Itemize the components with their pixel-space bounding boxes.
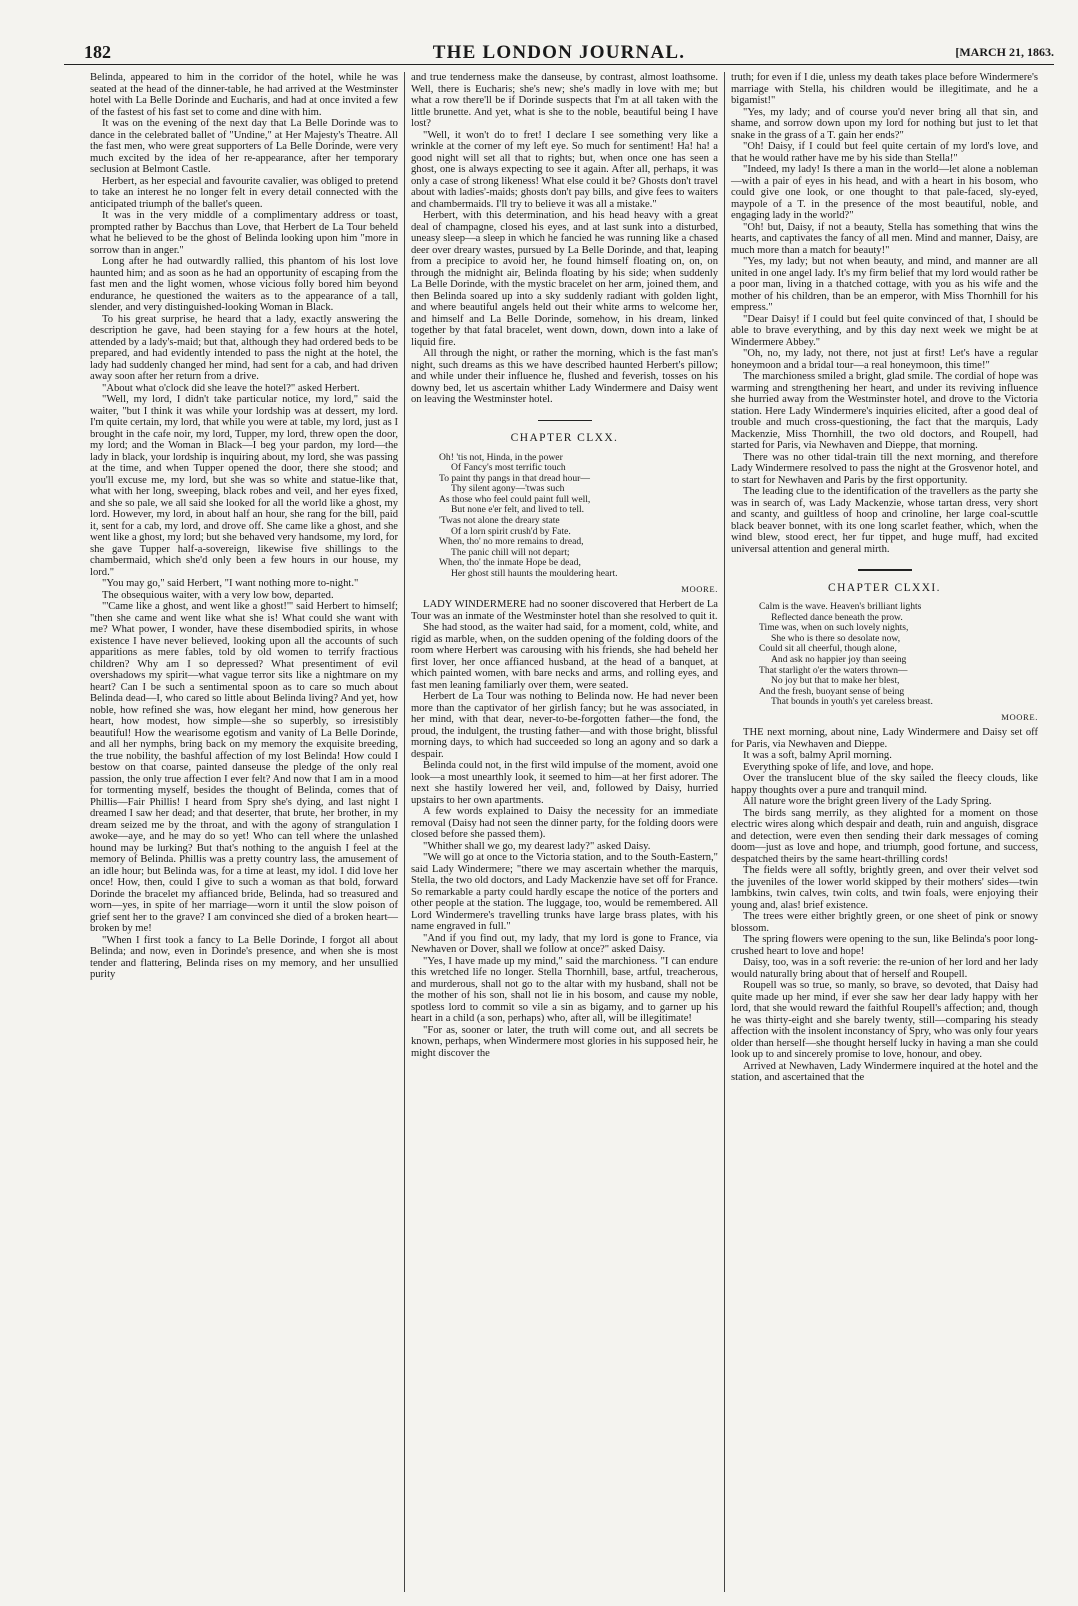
chapter-heading: CHAPTER CLXXI. — [828, 581, 941, 594]
column-right — [724, 72, 1044, 1592]
poem-credit: MOORE. — [1001, 711, 1038, 722]
paragraph: The trees were either brightly green, or one sheet of pink or snowy blossom. — [731, 911, 1038, 934]
paragraph: "Dear Daisy! if I could but feel quite convinced of that, I should be able to brave everything, and by this day next week we might be at Windermere Abbey." — [731, 313, 1038, 348]
paragraph: There was no other tidal-train till the next morning, and therefore Lady Windermere resolved to pass the night at the Grosvenor hotel, and to start for Newhaven and Paris by the first opportunity. — [731, 451, 1038, 486]
paragraph: and true tenderness make the danseuse, by contrast, almost loathsome. Well, there is Eucharis; she's new; she's madly in love with me; but what a row there'll be if Dorinde suspects that I'm at all taken with the little brunette. And yet, what is she to the noble, beautiful being I have lost? — [411, 72, 718, 129]
masthead — [64, 36, 1054, 65]
paragraph: "And if you find out, my lady, that my lord is gone to France, via Newhaven or Dover, shall we follow at once?" asked Daisy. — [411, 932, 718, 956]
poem-line: As those who feel could paint full well, — [439, 493, 591, 505]
poem-line: Of Fancy's most terrific touch — [451, 462, 566, 474]
paragraph: THE next morning, about nine, Lady Windermere and Daisy set off for Paris, via Newhaven and Dieppe. — [731, 727, 1038, 750]
paragraph: "About what o'clock did she leave the hotel?" asked Herbert. — [102, 382, 360, 394]
poem-line: Calm is the wave. Heaven's brilliant lights — [759, 601, 922, 612]
paragraph: "Oh! but, Daisy, if not a beauty, Stella has something that wins the hearts, and captivates the fancy of all men. Mind and manner, Daisy, are much more than a match for beauty!" — [731, 221, 1038, 256]
paragraph: It was in the very middle of a complimentary address or toast, prompted rather by Bacchus than Love, that Herbert de La Tour beheld what he believed to be the ghost of Belinda looking upon him "more in sorrow than in anger." — [90, 210, 398, 256]
section-divider — [858, 569, 912, 571]
poem-credit: MOORE. — [681, 583, 718, 594]
paragraph: "For as, sooner or later, the truth will come out, and all secrets be known, perhaps, when Windermere most glories in his supposed heir, he might discover the — [411, 1024, 718, 1059]
poem-line: Oh! 'tis not, Hinda, in the power — [439, 451, 563, 463]
poem-line: And ask no happier joy than seeing — [771, 653, 907, 665]
paragraph: The fields were all softly, brightly green, and over their velvet sod the juveniles of the lower world skipped by their mothers' sides—twin lambkins, twin calves, twin colts, and twin foals, were enjoying their young and, alas! brief existence. — [731, 865, 1038, 911]
poem-line: Reflected dance beneath the prow. — [771, 611, 903, 623]
paragraph: The marchioness smiled a bright, glad smile. The cordial of hope was warming and strengthening her heart, and under its reviving influence she hurried away from the Westminster hotel, and drove to the Victoria station. Here Lady Windermere's inquiries elicited, after a good deal of trouble and much cross-questioning, the fact that the marquis, Lady Mackenzie, Miss Thornhill, the two old doctors, and Roupell, had started for Paris, via Newhaven and Dieppe, that morning. — [731, 371, 1038, 451]
poem-line: To paint thy pangs in that dread hour— — [439, 472, 590, 484]
poem-line: Her ghost still haunts the mouldering heart. — [451, 568, 618, 580]
paragraph: truth; for even if I die, unless my death takes place before Windermere's marriage with Stella, his children would be illegitimate, and he a bigamist!" — [731, 72, 1038, 106]
paragraph: Herbert de La Tour was nothing to Belinda now. He had never been more than the captivator of her girlish fancy; but he was associated, in her mind, with that dear, never-to-be-forgotten father—the fond, the proud, the indulgent, the trusting father—and with those bright, blissful morning days, to which had succeeded so long an agony and so dark a despair. — [411, 691, 718, 760]
column-left — [84, 72, 404, 1592]
paragraph: It was on the evening of the next day that La Belle Dorinde was to dance in the celebrated ballet of "Undine," at Her Majesty's Theatre. All the fast men, who were great supporters of La Belle Dorinde, were very much excited by the idea of her re-appearance, after her temporary seclusion at Belmont Castle. — [90, 118, 398, 175]
paragraph: Herbert, with this determination, and his head heavy with a great deal of champagne, closed his eyes, and at last sunk into a disturbed, uneasy sleep—a sleep in which he fancied he was running like a chased deer over dreary wastes, pursued by La Belle Dorinde, and that, leaping from a precipice to avoid her, he found himself floating on, on, on through the midnight air, Belinda floating by his side; when suddenly La Belle Dorinde, with the mystic bracelet on her arm, joined them, and then Belinda soared up into a sky suddenly radiant with golden light, and where beautiful angels held out their white arms to welcome her, and himself and La Belle Dorinde, somehow, in his dream, linked together by that fatal bracelet, went down, down, down into a lake of liquid fire. — [411, 210, 718, 348]
paragraph: Belinda could not, in the first wild impulse of the moment, avoid one look—a most unearthly look, it seemed to him—at her first adorer. The next she hastily lowered her veil, and, followed by Daisy, hurried upstairs to her own apartments. — [411, 760, 718, 806]
poem-line: Could sit all cheerful, though alone, — [759, 643, 897, 655]
paragraph: "Yes, my lady; but not when beauty, and mind, and manner are all united in one angel lady. It's my firm belief that my lord would rather be a poor man, living in a thatched cottage, with you as his wife and the mother of his children, than be an emperor, with Miss Thornhill for his empress." — [731, 256, 1038, 313]
poem-line: When, tho' the inmate Hope be dead, — [439, 557, 581, 569]
paragraph: Arrived at Newhaven, Lady Windermere inquired at the hotel and the station, and ascertained that the — [731, 1060, 1038, 1084]
paragraph: Over the translucent blue of the sky sailed the fleecy clouds, like happy thoughts over a pure and tranquil mind. — [731, 773, 1038, 796]
poem-line: She who is there so desolate now, — [771, 632, 901, 644]
paragraph: "Well, it won't do to fret! I declare I see something very like a wrinkle at the corner of my left eye. So much for sentiment! Ha! ha! a good night will set all that to rights; but, when once one has seen a ghost, one is always expecting to see it again. After all, perhaps, it was only a case of strong likeness! What else could it be? Ghosts don't travel about with ladies'-maids; ghosts don't pay bills, and give fees to waiters and chambermaids. I'll try to believe it was all a mistake." — [411, 129, 718, 210]
journal-title: THE LONDON JOURNAL. — [432, 42, 686, 63]
paragraph: "Oh, no, my lady, not there, not just at first! Let's have a regular honeymoon and a bridal tour—a real honeymoon, this time!" — [731, 348, 1038, 371]
paragraph: "Yes, my lady; and of course you'd never bring all that sin, and shame, and sorrow down upon my lord for nothing but just to let that snake in the grass of a T. gain her ends?" — [731, 106, 1038, 141]
paragraph: The obsequious waiter, with a very low bow, departed. — [102, 589, 334, 601]
paragraph: Herbert, as her especial and favourite cavalier, was obliged to pretend to take an interest he no longer felt in every detail connected with the anticipated triumph of the ballet's queen. — [90, 175, 398, 210]
poem-line: Time was, when on such lovely nights, — [759, 622, 909, 634]
poem-line: And the fresh, buoyant sense of being — [759, 685, 905, 697]
paragraph: Belinda, appeared to him in the corridor of the hotel, while he was seated at the head of the dinner-table, he had arrived at the Westminster hotel with La Belle Dorinde and Eucharis, and had at once invited a few of the fastest of his fast set to come and dine with him. — [90, 72, 398, 118]
paragraph: "Yes, I have made up my mind," said the marchioness. "I can endure this wretched life no longer. Stella Thornhill, base, artful, treacherous, and murderous, shall not go to the altar with my husband, shall not be the mother of his son, shall not lie in his bosom, and cause my noble, spotless lord to commit so vile a sin as bigamy, and to garner up his heart in a child (a son, perhaps) who, after all, will be illegitimate! — [411, 955, 718, 1025]
poem-line: That starlight o'er the waters thrown— — [759, 664, 908, 676]
paragraph: The leading clue to the identification of the travellers as the party she was in search of, was Lady Mackenzie, whose tartan dress, very short and scanty, and guiltless of hoop and crinoline, her large coal-scuttle black beaver bonnet, with its one long scarlet feather, which, when the wind blew, stood erect, her fur tippet, and huge muff, had excited universal attention and general mirth. — [731, 486, 1038, 555]
paragraph: Long after he had outwardly rallied, this phantom of his lost love haunted him; and as soon as he had an opportunity of escaping from the fast men and the light women, whose vicious folly bored him beyond endurance, he questioned the waiters as to the appearance of a tall, slender, and very distinguished-looking Woman in Black. — [90, 256, 398, 313]
poem-line: That bounds in youth's yet careless breast. — [771, 696, 933, 708]
paragraph: "Oh! Daisy, if I could but feel quite certain of my lord's love, and that he would rather have me by his side than Stella!" — [731, 141, 1038, 164]
paragraph: The birds sang merrily, as they alighted for a moment on those electric wires along which despair and death, ruin and anguish, disgrace and detection, were even then sending their dark messages of coming doom—just as love and hope, and triumph, good fortune, and success, despatched theirs by the same heart-thrilling cords! — [731, 807, 1038, 865]
paragraph: All nature wore the bright green livery of the Lady Spring. — [743, 796, 992, 808]
paragraph: "Whither shall we go, my dearest lady?" asked Daisy. — [423, 840, 651, 852]
text-columns — [84, 72, 1054, 1592]
section-divider — [538, 420, 592, 422]
paragraph: "'Came like a ghost, and went like a ghost!'" said Herbert to himself; "then she came and went like what she is! What could she want with me? What power, I wonder, have these disembodied spirits, in whose existence I have never believed, looking upon all the accounts of such apparitions as mere fables, told by old women to terrify fractious children? Why am I so depressed? What presentiment of evil overshadows my spirit—what vague terror sits like a nightmare on my heart? Can I be such a sentimental spoon as to care so much about Belinda dead—I, who cared so little about Belinda living? And yet, how noble, how refined she was, how elegant her mind, how generous her heart, how modest, how simple—she so superbly, so irresistibly beautiful! How the wearisome egotism and vanity of La Belle Dorinde, and all her nymphs, bring back on my memory the exquisite breeding, the true nobility, the bashful affection of my lost Belinda! How could I bestow on that coarse, painted danseuse the pledge of the only real passion, the only true affection I ever felt? And now that I am in a mood for tormenting myself, besides the thought of Belinda, comes that of Phillis—Fair Phillis! I heard from Spry she's dying, and last night I dreamed I saw her dead; and that deserter, that brute, her brother, in my dream seized me by the throat, and with the agony of strangulation I awoke—aye, and he may do so yet! Who can tell where the unlashed hound may be lurking? But that's nothing to the anguish I feel at the memory of Belinda. Phillis was a pretty country lass, the amusement of an idle hour; but Belinda was, for a time at least, my idol. I did love her once! How, then, could I give to such a woman as that bold, forward Dorinde the bracelet my affianced bride, Belinda, had so treasured and worn—yes, in spite of her marriage—worn it until the slow poison of grief sent her to the grave? I am convinced she died of a broken heart—broken by me! — [90, 601, 398, 934]
issue-date: [MARCH 21, 1863. — [955, 45, 1054, 59]
epigraph-poem — [759, 602, 1038, 708]
paragraph: "Indeed, my lady! Is there a man in the world—let alone a nobleman—with a pair of eyes in his head, and with a heart in his bosom, who could give one look, or one thought to that pale-faced, sly-eyed, maypole of a T. in the presence of the most beautiful, noble, and engaging lady in the world?" — [731, 164, 1038, 221]
paragraph: "We will go at once to the Victoria station, and to the South-Eastern," said Lady Windermere; "there we may ascertain whether the marquis, Stella, the two old doctors, and Lady Mackenzie have set off for France. So remarkable a party could hardly escape the notice of the porters and other people at the station. The luggage, too, would be remembered. All Lord Windermere's travelling trunks have large brass plates, with his name engraved in full." — [411, 852, 718, 933]
chapter-heading: CHAPTER CLXX. — [510, 432, 619, 444]
poem-line: But none e'er felt, and lived to tell. — [451, 504, 585, 516]
paragraph: Everything spoke of life, and love, and hope. — [743, 761, 934, 773]
poem-line: Of a lorn spirit crush'd by Fate. — [451, 525, 571, 537]
paragraph: A few words explained to Daisy the necessity for an immediate removal (Daisy had not seen the dinner party, for the folding doors were closed before she passed them). — [411, 806, 718, 841]
poem-line: When, tho' no more remains to dread, — [439, 536, 584, 548]
paragraph: Daisy, too, was in a soft reverie: the re-union of her lord and her lady would naturally bring about that of herself and Roupell. — [731, 957, 1038, 980]
poem-line: Thy silent agony—'twas such — [451, 483, 565, 495]
paragraph: Roupell was so true, so manly, so brave, so devoted, that Daisy had quite made up her mind, if ever she saw her dear lady happy with her lord, that she would reward the faithful Roupell's affection; and, though he was thirty-eight and she barely twenty, still—comparing his steady affection with the insolent inconstancy of Spry, who was only four years older than herself—she thought herself lucky in having a man she could look up to and sincerely promise to love, honour, and obey. — [731, 980, 1038, 1061]
paragraph: "When I first took a fancy to La Belle Dorinde, I forgot all about Belinda; and now, even in Dorinde's presence, and when she is most tender and flattering, Belinda rises on my memory, and her unsullied purity — [90, 934, 398, 980]
poem-line: 'Twas not alone the dreary state — [439, 515, 560, 527]
poem-line: No joy but that to make her blest, — [771, 675, 900, 687]
epigraph-poem — [439, 453, 718, 580]
paragraph: All through the night, or rather the morning, which is the fast man's night, such dreams as this we have described haunted Herbert's pillow; and while under their influence he, flushed and feverish, tosses on his downy bed, let us ascertain whither Lady Windermere and Daisy went on leaving the Westminster hotel. — [411, 348, 718, 405]
column-middle — [404, 72, 724, 1592]
paragraph: It was a soft, balmy April morning. — [743, 750, 892, 762]
poem-line: The panic chill will not depart; — [451, 546, 570, 558]
paragraph: The spring flowers were opening to the sun, like Belinda's poor long-crushed heart to love and hope! — [731, 934, 1038, 957]
paragraph: She had stood, as the waiter had said, for a moment, cold, white, and rigid as marble, when, on the sudden opening of the folding doors of the room where Herbert was carousing with his friends, she had beheld her first lover, her once affianced husband, at the head of a banquet, at which painted women, with bare necks and arms, and rolling eyes, and fast men leaning familiarly over them, were seated. — [411, 622, 718, 691]
paragraph: LADY WINDERMERE had no sooner discovered that Herbert de La Tour was an inmate of the Westminster hotel than she resolved to quit it. — [411, 599, 718, 622]
paragraph: "Well, my lord, I didn't take particular notice, my lord," said the waiter, "but I think it was while your lordship was at dessert, my lord. I'm quite certain, my lord, that while you were at table, my lord, just as I brought in the cafe noir, my lord, Tupper, my lord, threw open the door, my lord; and the Woman in Black—I beg your pardon, my lord—the lady in black, your lordship is inquiring about, my lord, she was passing at the time, and when Tupper opened the door, there she stood; and you'll excuse me, my lord, but she was so white and statue-like that, what with her long, sweeping, black robes and veil, and her eyes fixed, and she so pale, we all said she looked for all the world like a ghost, my lord. However, my lord, in about half an hour, she rang for the bill, paid it, sent for a cab, my lord, and drove off. She came like a ghost, and she went like a ghost, my lord; but she behaved very handsome, my lord, for she gave Tupper half-a-sovereign, likewise five shillings to the chambermaid, which she'd only been a few hours in our house, my lord." — [90, 394, 398, 578]
paragraph: To his great surprise, he heard that a lady, exactly answering the description he gave, had been staying for a few hours at the hotel, attended by a lady's-maid; but that, although they had ordered beds to be prepared, and had evidently intended to pass the night at the hotel, the lady had suddenly changed her mind, had sent for a cab, and had driven away soon after her return from a drive. — [90, 313, 398, 382]
paragraph: "You may go," said Herbert, "I want nothing more to-night." — [102, 578, 359, 589]
page-number: 182 — [84, 42, 111, 62]
